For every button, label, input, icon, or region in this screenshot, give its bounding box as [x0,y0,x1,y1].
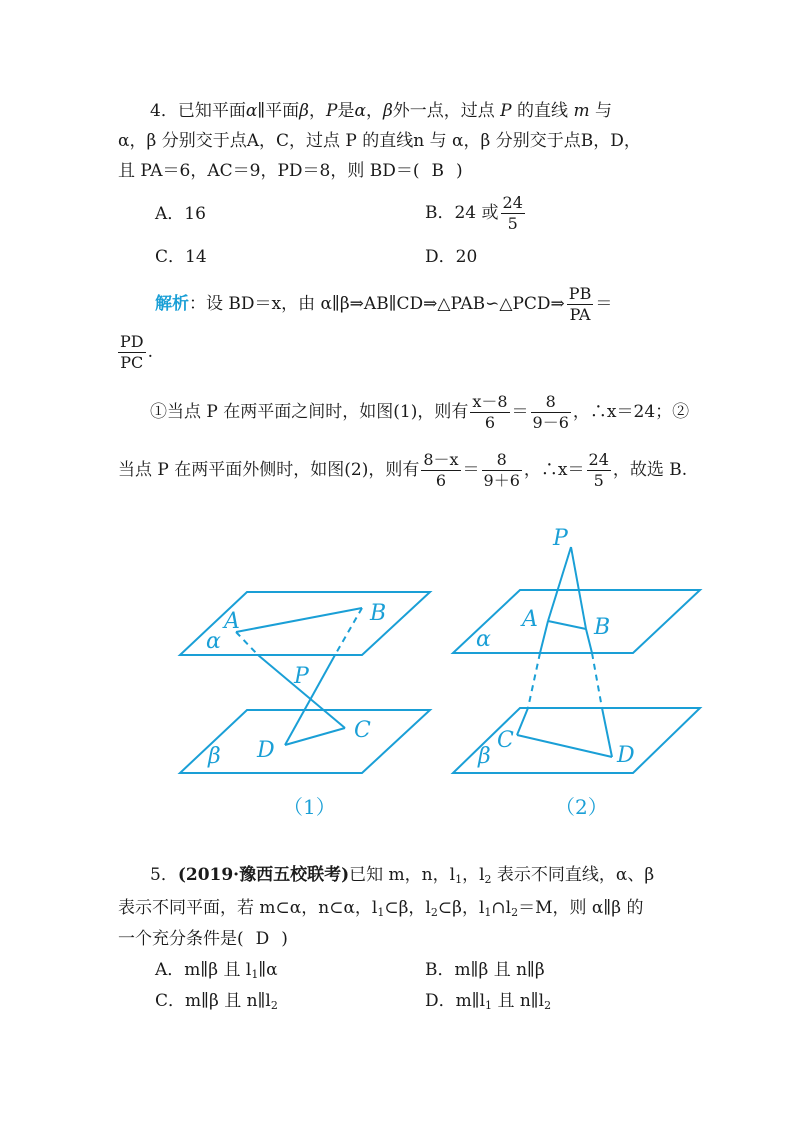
segment-ac-lower-2 [517,708,528,735]
fig2-label-beta: β [478,744,491,769]
fig1-label-d: D [257,738,275,763]
fig2-label-d: D [617,743,635,768]
segment-pd-1 [285,655,335,745]
segment-ab-2 [548,621,586,629]
solution-label: 解析 [155,294,189,314]
fig2-label-c: C [497,728,514,753]
segment-cd-2 [517,735,612,757]
fig1-label-alpha: α [206,629,221,654]
segment-bd-lower-2 [602,708,612,757]
q5-line-3: 一个充分条件是( D ) [118,926,288,952]
q4-option-d: D．20 [425,247,478,267]
fig1-label-c: C [354,718,371,743]
q4-stem-line-3: 且 PA＝6，AC＝9，PD＝8，则 BD＝( B ) [118,158,463,184]
q5-option-c: C．m∥β 且 $n\parallel l_2$ [155,991,278,1012]
q5-option-a: A．m∥β 且 $l_1\parallel\alpha$ [155,960,278,981]
fig2-label-a: A [522,607,538,632]
fig1-label-p: P [294,664,309,689]
q5-line-2: 表示不同平面，若 m⊂α，n⊂α，$l_1\subset\beta$，$l_2\subset\beta$，$l_1\cap l_2=M$，则 α∥β 的 [118,898,644,919]
segment-pb-2 [571,547,586,629]
q5-line-1: 5．(2019·豫西五校联考)已知 m，n，$l_1$，$l_2$ 表示不同直线，α、β [150,865,655,886]
fig2-label-alpha: α [476,627,491,652]
segment-ap-hidden-1 [236,632,258,655]
fig1-caption: （1） [283,795,336,819]
fig2-caption: （2） [555,795,608,819]
q5-answer: D [255,929,270,949]
fig1-label-beta: β [208,744,221,769]
q5-option-b: B．m∥β 且 n∥β [425,960,545,980]
geometry-figure [160,505,720,825]
fig1-label-b: B [370,601,387,626]
q4-option-a: A．16 [155,204,206,224]
fig1-label-a: A [224,609,240,634]
segment-pa-2 [548,547,571,621]
segment-bp-hidden-1 [335,608,362,655]
q5-option-d: D．$m\parallel l_1$ 且 $n\parallel l_2$ [425,991,552,1012]
segment-ab-1 [236,608,362,632]
segment-bd-hidden-2 [592,653,602,708]
segment-ac-hidden-2 [528,653,540,708]
q4-case-1: ①当点 P 在两平面之间时，如图(1)，则有 $\frac{x-8}{6}$ ＝ $\frac{8}{9-6}$ ，∴x＝24；② [150,392,690,432]
q4-solution-line-2: $\frac{PD}{PC}$ . [120,332,153,372]
fig2-label-b: B [594,615,611,640]
q4-option-c: C．14 [155,247,207,267]
q4-case-2: 当点 P 在两平面外侧时，如图(2)，则有 $\frac{8-x}{6}$ ＝ $\frac{8}{9+6}$ ，∴x＝ $\frac{24}{5}$ ，故选 B. [118,450,688,490]
figure-2 [453,547,700,773]
q4-answer: B [431,161,445,181]
fig2-label-p: P [553,526,568,551]
q4-solution-line-1: 解析：设 BD＝x，由 α∥β⇒AB∥CD⇒△PAB∽△PCD⇒ $\frac{PB}{PA}$ ＝ [155,284,613,324]
segment-bd-upper-2 [586,629,592,653]
q4-stem-line-1: 4．已知平面α∥平面β，P是α，β外一点，过点 P 的直线 m 与 [150,101,612,121]
q4-stem-line-2: α，β 分别交于点A，C，过点 P 的直线n 与 α，β 分别交于点B，D， [118,131,641,151]
segment-ac-upper-2 [540,621,548,653]
q5-source: (2019·豫西五校联考) [177,865,350,885]
q4-option-b: B．24 或 $\frac{24}{5}$ [425,193,523,233]
